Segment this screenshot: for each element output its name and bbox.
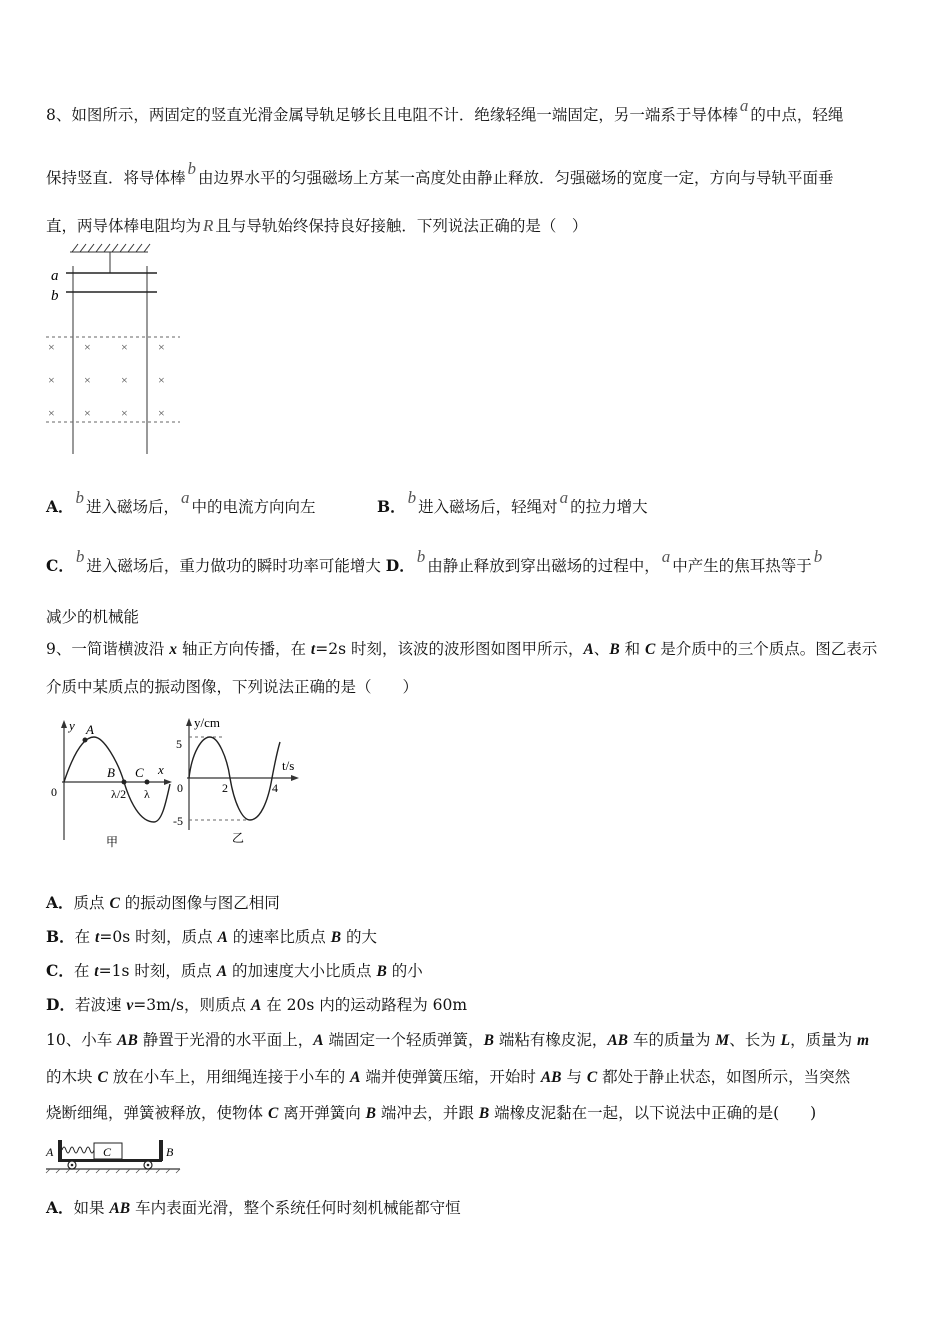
wheel-right-hub xyxy=(147,1164,150,1167)
svg-text:×: × xyxy=(121,340,128,354)
q9-option-A: A．质点 C 的振动图像与图乙相同 xyxy=(46,893,280,912)
axis-t-label: t/s xyxy=(282,758,295,773)
axis-x-label: x xyxy=(158,762,164,777)
q8-line-3: 直，两导体棒电阻均为 R 且与导轨始终保持良好接触．下列说法正确的是（ ） xyxy=(46,216,588,235)
tick-2: 2 xyxy=(222,781,228,795)
axis-y-label: y xyxy=(69,718,75,733)
var-a: a xyxy=(739,96,749,115)
q9-option-B: B．在 t=0s 时刻，质点 A 的速率比质点 B 的大 xyxy=(46,927,378,946)
point-B xyxy=(122,780,127,785)
tick-4: 4 xyxy=(272,781,278,795)
svg-text:×: × xyxy=(121,406,128,420)
q9-wave-figure xyxy=(44,712,174,862)
q9-option-C: C．在 t=1s 时刻，质点 A 的加速度大小比质点 B 的小 xyxy=(46,961,423,980)
point-A xyxy=(83,738,88,743)
label-B: B xyxy=(166,1145,174,1159)
svg-text:×: × xyxy=(48,340,55,354)
svg-text:×: × xyxy=(48,373,55,387)
svg-text:×: × xyxy=(48,406,55,420)
spring xyxy=(62,1147,94,1153)
svg-text:×: × xyxy=(84,340,91,354)
svg-text:×: × xyxy=(84,373,91,387)
q8-line-1: 8、如图所示，两固定的竖直光滑金属导轨足够长且电阻不计．绝缘轻绳一端固定，另一端系于导体棒 a 的中点，轻绳 xyxy=(46,96,844,124)
tick-half-lambda: λ/2 xyxy=(111,787,127,801)
figure-caption: 甲 xyxy=(106,835,119,849)
q8-options-row-2: C． b 进入磁场后，重力做功的瞬时功率可能增大 D． b 由静止释放到穿出磁场的过程中， a 中产生的焦耳热等于 b xyxy=(46,547,823,575)
var-R: R xyxy=(203,216,214,235)
q8-options-row-1: A． b 进入磁场后， a 中的电流方向向左 xyxy=(46,488,316,516)
origin-label: 0 xyxy=(51,785,57,799)
svg-text:×: × xyxy=(121,373,128,387)
axis-y-label: y/cm xyxy=(194,715,220,730)
tick-lambda: λ xyxy=(144,787,150,801)
label-B: B xyxy=(107,765,115,780)
label-A: A xyxy=(86,722,94,737)
origin-label: 0 xyxy=(177,781,183,795)
q8-line-2: 保持竖直．将导体棒 b 由边界水平的匀强磁场上方某一高度处由静止释放．匀强磁场的宽度一定，方向与导轨平面垂 xyxy=(46,159,834,187)
q8-figure xyxy=(44,240,184,456)
q10-option-A: A．如果 AB 车内表面光滑，整个系统任何时刻机械能都守恒 xyxy=(46,1198,461,1217)
q8-option-D-cont: 减少的机械能 xyxy=(46,608,140,626)
label-A: A xyxy=(46,1145,54,1159)
q10-line-2: 的木块 C 放在小车上，用细绳连接于小车的 A 端并使弹簧压缩，开始时 AB 与 C 都处于静止状态，如图所示，当突然 xyxy=(46,1068,851,1086)
figure-caption: 乙 xyxy=(232,831,245,845)
q10-cart-figure xyxy=(44,1132,184,1174)
q9-vibration-figure xyxy=(172,712,307,862)
q9-line-2: 介质中某质点的振动图像，下列说法正确的是（ ） xyxy=(46,678,419,696)
q8-option-B: B． b 进入磁场后，轻绳对 a 的拉力增大 xyxy=(377,488,648,516)
tick-minus-5: -5 xyxy=(173,814,183,828)
label-a: a xyxy=(51,268,59,284)
cart-end-B xyxy=(159,1140,163,1161)
point-C xyxy=(145,780,150,785)
svg-text:×: × xyxy=(158,406,165,420)
ceiling-hatch xyxy=(70,244,150,252)
wave-curve xyxy=(64,737,170,822)
label-C: C xyxy=(103,1145,112,1159)
label-C: C xyxy=(135,765,144,780)
label-b: b xyxy=(51,288,59,304)
q10-line-1: 10、小车 AB 静置于光滑的水平面上，A 端固定一个轻质弹簧，B 端粘有橡皮泥，AB 车的质量为 M、长为 L，质量为 m xyxy=(46,1031,870,1049)
q10-line-3: 烧断细绳，弹簧被释放，使物体 C 离开弹簧向 B 端冲去，并跟 B 端橡皮泥黏在一起，以下说法中正确的是( ) xyxy=(46,1104,817,1122)
q9-option-D: D．若波速 v=3m/s，则质点 A 在 20s 内的运动路程为 60m xyxy=(46,995,468,1014)
tick-5: 5 xyxy=(176,737,182,751)
wheel-left-hub xyxy=(71,1164,74,1167)
var-b: b xyxy=(187,159,197,178)
q9-line-1: 9、一简谐横波沿 x 轴正方向传播，在 t=2s 时刻，该波的波形图如图甲所示，A、B 和 C 是介质中的三个质点。图乙表示 xyxy=(46,640,878,658)
svg-text:×: × xyxy=(158,340,165,354)
cart-end-A xyxy=(58,1140,62,1161)
svg-text:×: × xyxy=(158,373,165,387)
svg-text:×: × xyxy=(84,406,91,420)
